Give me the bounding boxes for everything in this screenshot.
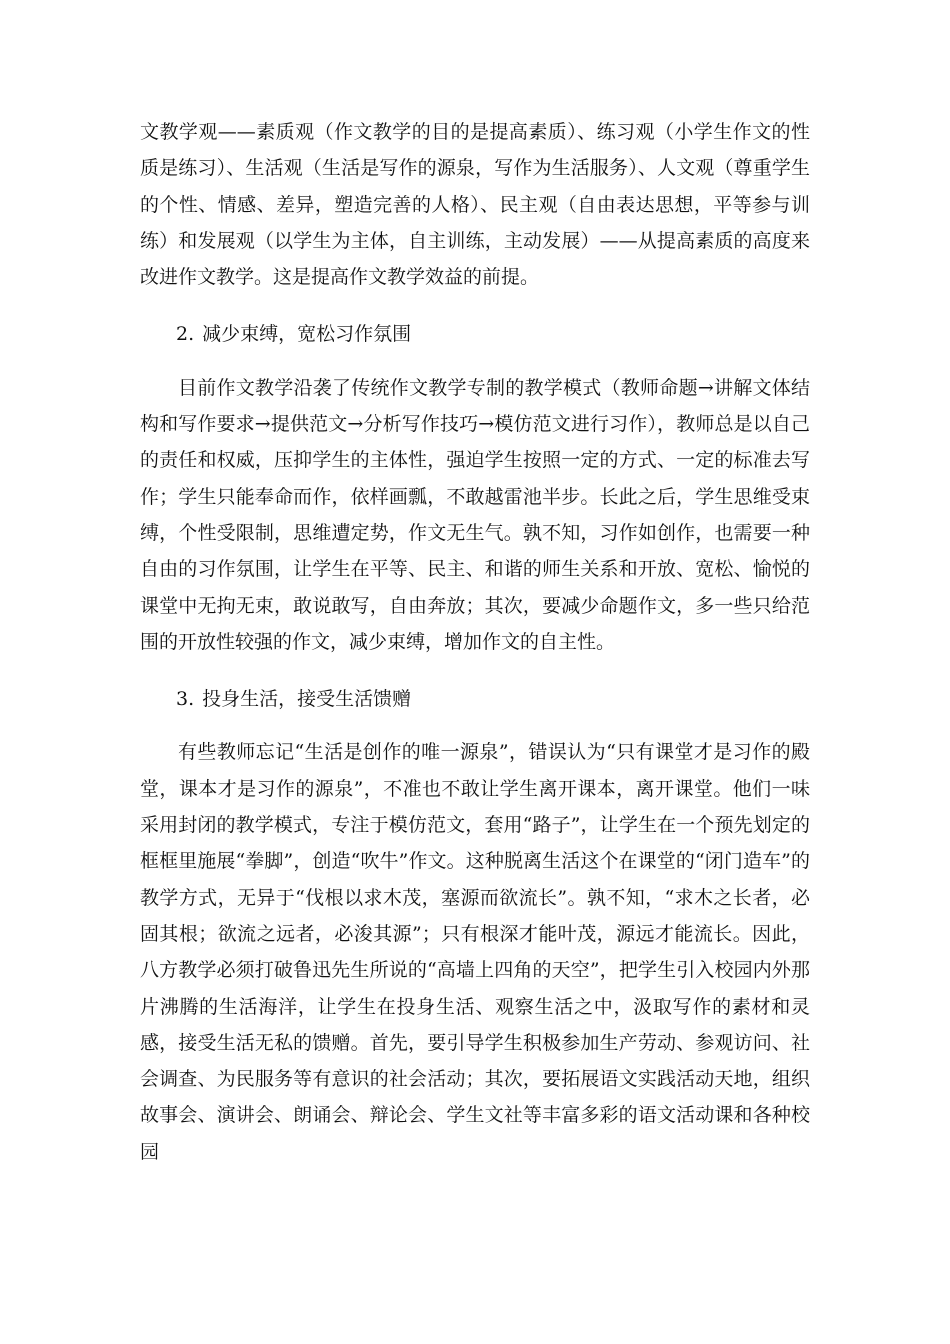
paragraph-education-views: 文教学观——素质观（作文教学的目的是提高素质）、练习观（小学生作文的性质是练习）、生活观（生活是写作的源泉，写作为生活服务）、人文观（尊重学生的个性、情感、差异，塑造完善的人格）、民主观（自由表达思想，平等参与训练）和发展观（以学生为主体，自主训练，主动发展）——从提高素质的高度来改进作文教学。这是提高作文教学效益的前提。 [140, 121, 810, 289]
section-heading-2 [140, 316, 810, 352]
section-number-3: 3. [176, 688, 195, 711]
paragraph-engage-life: 有些教师忘记“生活是创作的唯一源泉”，错误认为“只有课堂才是习作的殿堂，课本才是习作的源泉”，不准也不敢让学生离开课本，离开课堂。他们一味采用封闭的教学模式，专注于模仿范文，套用“路子”，让学生在一个预先划定的框框里施展“拳脚”，创造“吹牛”作文。这种脱离生活这个在课堂的“闭门造车”的教学方式，无异于“伐根以求木茂，塞源而欲流长”。孰不知，“求木之长者，必固其根；欲流之远者，必浚其源”；只有根深才能叶茂，源远才能流长。因此，八方教学必须打破鲁迅先生所说的“高墙上四角的天空”，把学生引入校园内外那片沸腾的生活海洋，让学生在投身生活、观察生活之中，汲取写作的素材和灵感，接受生活无私的馈赠。首先，要引导学生积极参加生产劳动、参观访问、社会调查、为民服务等有意识的社会活动；其次，要拓展语文实践活动天地，组织故事会、演讲会、朗诵会、辩论会、学生文社等丰富多彩的语文活动课和各种校园 [140, 741, 810, 1163]
document-body [140, 114, 810, 1170]
section-title-3: 投身生活，接受生活馈赠 [202, 688, 412, 711]
section-heading-3 [140, 681, 810, 717]
section-number-2: 2. [176, 323, 195, 346]
section-title-2: 减少束缚，宽松习作氛围 [202, 323, 412, 346]
paragraph-reduce-constraints: 目前作文教学沿袭了传统作文教学专制的教学模式（教师命题→讲解文体结构和写作要求→提供范文→分析写作技巧→模仿范文进行习作），教师总是以自己的责任和权威，压抑学生的主体性，强迫学生按照一定的方式、一定的标准去写作；学生只能奉命而作，依样画瓢，不敢越雷池半步。长此之后，学生思维受束缚，个性受限制，思维遭定势，作文无生气。孰不知，习作如创作，也需要一种自由的习作氛围，让学生在平等、民主、和谐的师生关系和开放、宽松、愉悦的课堂中无拘无束，敢说敢写，自由奔放；其次，要减少命题作文，多一些只给范围的开放性较强的作文，减少束缚，增加作文的自主性。 [140, 376, 810, 653]
